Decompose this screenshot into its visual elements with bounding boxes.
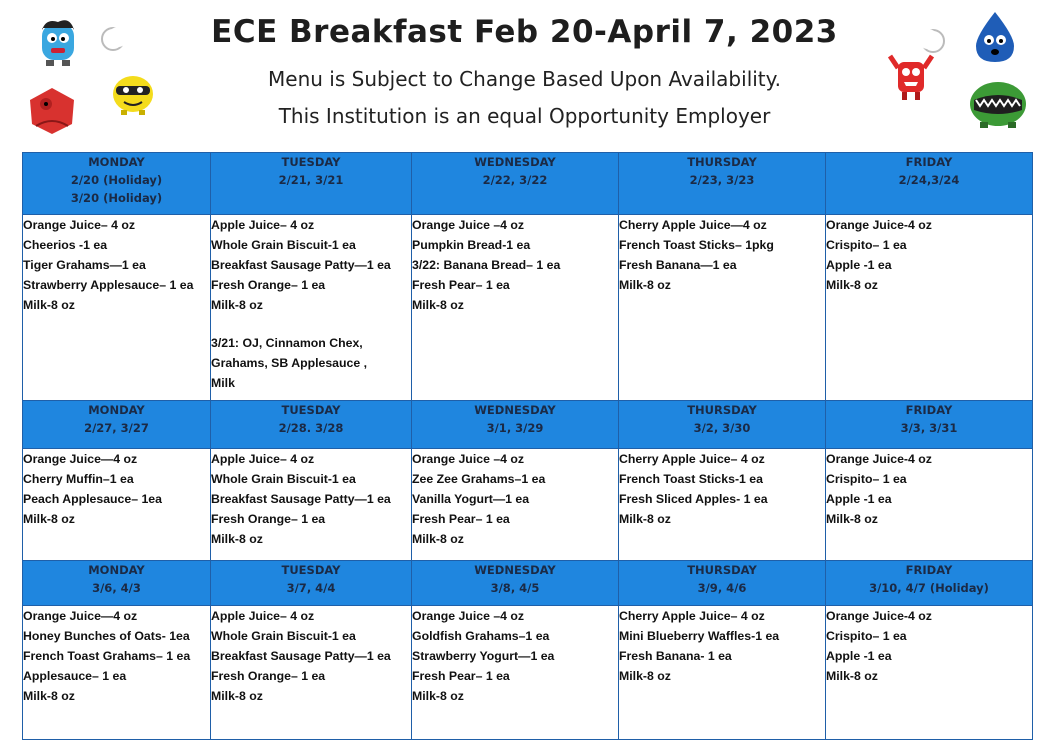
day-header: [412, 401, 619, 449]
crescent-icon: [100, 26, 126, 52]
day-name: WEDNESDAY: [474, 403, 556, 417]
day-header: [23, 401, 211, 449]
menu-item: Milk-8 oz: [23, 689, 75, 703]
menu-item: Orange Juice-4 oz: [826, 609, 932, 623]
day-dates: 3/20 (Holiday): [70, 191, 163, 205]
menu-cell: [23, 449, 211, 561]
day-dates: 3/1, 3/29: [486, 421, 544, 435]
menu-cell: [619, 449, 826, 561]
menu-item: Breakfast Sausage Patty—1 ea: [211, 492, 391, 506]
menu-note: Milk: [211, 376, 235, 390]
day-dates: 2/22, 3/22: [482, 173, 548, 187]
menu-item: Milk-8 oz: [619, 669, 671, 683]
menu-cell: [211, 215, 412, 401]
menu-item: Orange Juice –4 oz: [412, 609, 525, 623]
menu-item: Fresh Orange– 1 ea: [211, 512, 326, 526]
day-header: [412, 153, 619, 215]
day-name: WEDNESDAY: [474, 563, 556, 577]
menu-item: Milk-8 oz: [23, 298, 75, 312]
menu-cell: [211, 449, 412, 561]
menu-item: Orange Juice– 4 oz: [23, 218, 136, 232]
menu-item: Breakfast Sausage Patty—1 ea: [211, 258, 391, 272]
menu-item: Orange Juice –4 oz: [412, 218, 525, 232]
menu-item: Fresh Pear– 1 ea: [412, 669, 510, 683]
day-name: THURSDAY: [687, 403, 757, 417]
menu-item: Apple -1 ea: [826, 492, 892, 506]
menu-item: Fresh Orange– 1 ea: [211, 669, 326, 683]
menu-item: Zee Zee Grahams–1 ea: [412, 472, 546, 486]
menu-item: Milk-8 oz: [619, 512, 671, 526]
menu-item: Milk-8 oz: [211, 689, 263, 703]
week-1-header-row: [23, 153, 1033, 215]
day-header: [619, 561, 826, 606]
menu-item: Fresh Banana—1 ea: [619, 258, 737, 272]
day-name: FRIDAY: [905, 155, 953, 169]
menu-item: Milk-8 oz: [412, 298, 464, 312]
week-3-menu-row: [23, 606, 1033, 740]
week-1-menu-row: [23, 215, 1033, 401]
menu-item: Crispito– 1 ea: [826, 629, 907, 643]
menu-item: Pumpkin Bread-1 ea: [412, 238, 531, 252]
day-dates: 3/6, 4/3: [92, 581, 141, 595]
day-dates: 3/3, 3/31: [900, 421, 958, 435]
red-hexagon-monster-icon: [26, 86, 78, 136]
day-name: TUESDAY: [281, 155, 341, 169]
menu-item: Fresh Orange– 1 ea: [211, 278, 326, 292]
menu-item: Apple -1 ea: [826, 258, 892, 272]
day-name: MONDAY: [88, 403, 145, 417]
menu-item: French Toast Sticks– 1pkg: [619, 238, 774, 252]
day-header: [23, 561, 211, 606]
subtitle-availability: Menu is Subject to Change Based Upon Availability.: [268, 67, 781, 91]
day-header: [211, 153, 412, 215]
menu-item: Mini Blueberry Waffles-1 ea: [619, 629, 780, 643]
menu-item: Apple Juice– 4 oz: [211, 452, 315, 466]
menu-item: Whole Grain Biscuit-1 ea: [211, 472, 356, 486]
day-header: [619, 153, 826, 215]
menu-item: Fresh Pear– 1 ea: [412, 512, 510, 526]
week-2-menu-row: [23, 449, 1033, 561]
menu-item: Apple Juice– 4 oz: [211, 218, 315, 232]
day-header: [826, 153, 1033, 215]
day-dates: 2/27, 3/27: [84, 421, 149, 435]
day-header: [23, 153, 211, 215]
menu-item: Orange Juice –4 oz: [412, 452, 525, 466]
menu-item: Crispito– 1 ea: [826, 238, 907, 252]
menu-cell: [412, 449, 619, 561]
day-name: WEDNESDAY: [474, 155, 556, 169]
breakfast-menu-table: [22, 152, 1033, 740]
day-name: FRIDAY: [905, 563, 953, 577]
menu-item: Milk-8 oz: [412, 532, 464, 546]
menu-item: Orange Juice—4 oz: [23, 452, 138, 466]
menu-item: Goldfish Grahams–1 ea: [412, 629, 550, 643]
day-header: [826, 401, 1033, 449]
page-title: ECE Breakfast Feb 20-April 7, 2023: [211, 14, 838, 50]
menu-cell: [619, 606, 826, 740]
day-name: TUESDAY: [281, 563, 341, 577]
subtitle-equal-opportunity: This Institution is an equal Opportunity Employer: [278, 104, 771, 128]
day-name: MONDAY: [88, 563, 145, 577]
menu-item: Crispito– 1 ea: [826, 472, 907, 486]
menu-item: Peach Applesauce– 1ea: [23, 492, 162, 506]
day-dates: 2/20 (Holiday): [70, 173, 163, 187]
day-header: [412, 561, 619, 606]
day-dates: 3/10, 4/7 (Holiday): [869, 581, 989, 595]
menu-item: Orange Juice-4 oz: [826, 452, 932, 466]
menu-item: Milk-8 oz: [211, 298, 263, 312]
menu-item: Cheerios -1 ea: [23, 238, 108, 252]
green-chomper-monster-icon: [966, 78, 1030, 130]
menu-note: Grahams, SB Applesauce ,: [211, 356, 368, 370]
day-dates: 3/9, 4/6: [697, 581, 747, 595]
menu-item: 3/22: Banana Bread– 1 ea: [412, 258, 561, 272]
menu-item: Cherry Apple Juice– 4 oz: [619, 452, 765, 466]
menu-cell: [619, 215, 826, 401]
menu-cell: [211, 606, 412, 740]
menu-item: Milk-8 oz: [211, 532, 263, 546]
menu-item: Vanilla Yogurt—1 ea: [412, 492, 530, 506]
day-header: [211, 401, 412, 449]
day-header: [826, 561, 1033, 606]
day-header: [619, 401, 826, 449]
day-name: TUESDAY: [281, 403, 341, 417]
menu-item: Strawberry Yogurt—1 ea: [412, 649, 555, 663]
day-dates: 2/23, 3/23: [689, 173, 755, 187]
day-dates: 2/24,3/24: [898, 173, 960, 187]
day-dates: 2/28. 3/28: [278, 421, 344, 435]
day-dates: 2/21, 3/21: [278, 173, 344, 187]
menu-item: French Toast Grahams– 1 ea: [23, 649, 191, 663]
menu-item: Milk-8 oz: [619, 278, 671, 292]
menu-cell: [826, 449, 1033, 561]
menu-item: Tiger Grahams—1 ea: [23, 258, 146, 272]
menu-cell: [826, 215, 1033, 401]
menu-item: Fresh Pear– 1 ea: [412, 278, 510, 292]
day-dates: 3/8, 4/5: [490, 581, 540, 595]
menu-item: Milk-8 oz: [826, 278, 878, 292]
menu-item: Whole Grain Biscuit-1 ea: [211, 238, 356, 252]
day-name: THURSDAY: [687, 563, 757, 577]
day-dates: 3/2, 3/30: [693, 421, 751, 435]
yellow-monster-icon: [108, 66, 158, 116]
menu-item: Applesauce– 1 ea: [23, 669, 127, 683]
menu-item: Apple Juice– 4 oz: [211, 609, 315, 623]
menu-note: 3/21: OJ, Cinnamon Chex,: [211, 336, 363, 350]
blue-monster-icon: [36, 16, 80, 68]
menu-cell: [412, 606, 619, 740]
menu-item: Milk-8 oz: [826, 512, 878, 526]
day-dates: 3/7, 4/4: [286, 581, 336, 595]
menu-item: French Toast Sticks-1 ea: [619, 472, 763, 486]
week-3-header-row: [23, 561, 1033, 606]
menu-cell: [23, 606, 211, 740]
red-crab-monster-icon: [888, 50, 934, 102]
menu-item: Orange Juice-4 oz: [826, 218, 932, 232]
menu-cell: [23, 215, 211, 401]
day-name: FRIDAY: [905, 403, 953, 417]
menu-item: Cherry Muffin–1 ea: [23, 472, 134, 486]
menu-item: Cherry Apple Juice– 4 oz: [619, 609, 765, 623]
menu-cell: [412, 215, 619, 401]
menu-item: Whole Grain Biscuit-1 ea: [211, 629, 356, 643]
menu-cell: [826, 606, 1033, 740]
menu-item: Orange Juice—4 oz: [23, 609, 138, 623]
menu-item: Strawberry Applesauce– 1 ea: [23, 278, 194, 292]
day-name: THURSDAY: [687, 155, 757, 169]
menu-item: Milk-8 oz: [826, 669, 878, 683]
day-name: MONDAY: [88, 155, 145, 169]
menu-item: Honey Bunches of Oats- 1ea: [23, 629, 190, 643]
menu-item: Milk-8 oz: [412, 689, 464, 703]
menu-item: Milk-8 oz: [23, 512, 75, 526]
menu-item: Fresh Sliced Apples- 1 ea: [619, 492, 768, 506]
week-2-header-row: [23, 401, 1033, 449]
menu-item: Apple -1 ea: [826, 649, 892, 663]
menu-item: Fresh Banana- 1 ea: [619, 649, 732, 663]
day-header: [211, 561, 412, 606]
menu-item: Cherry Apple Juice—4 oz: [619, 218, 767, 232]
menu-item: Breakfast Sausage Patty—1 ea: [211, 649, 391, 663]
blue-droplet-monster-icon: [970, 10, 1020, 66]
